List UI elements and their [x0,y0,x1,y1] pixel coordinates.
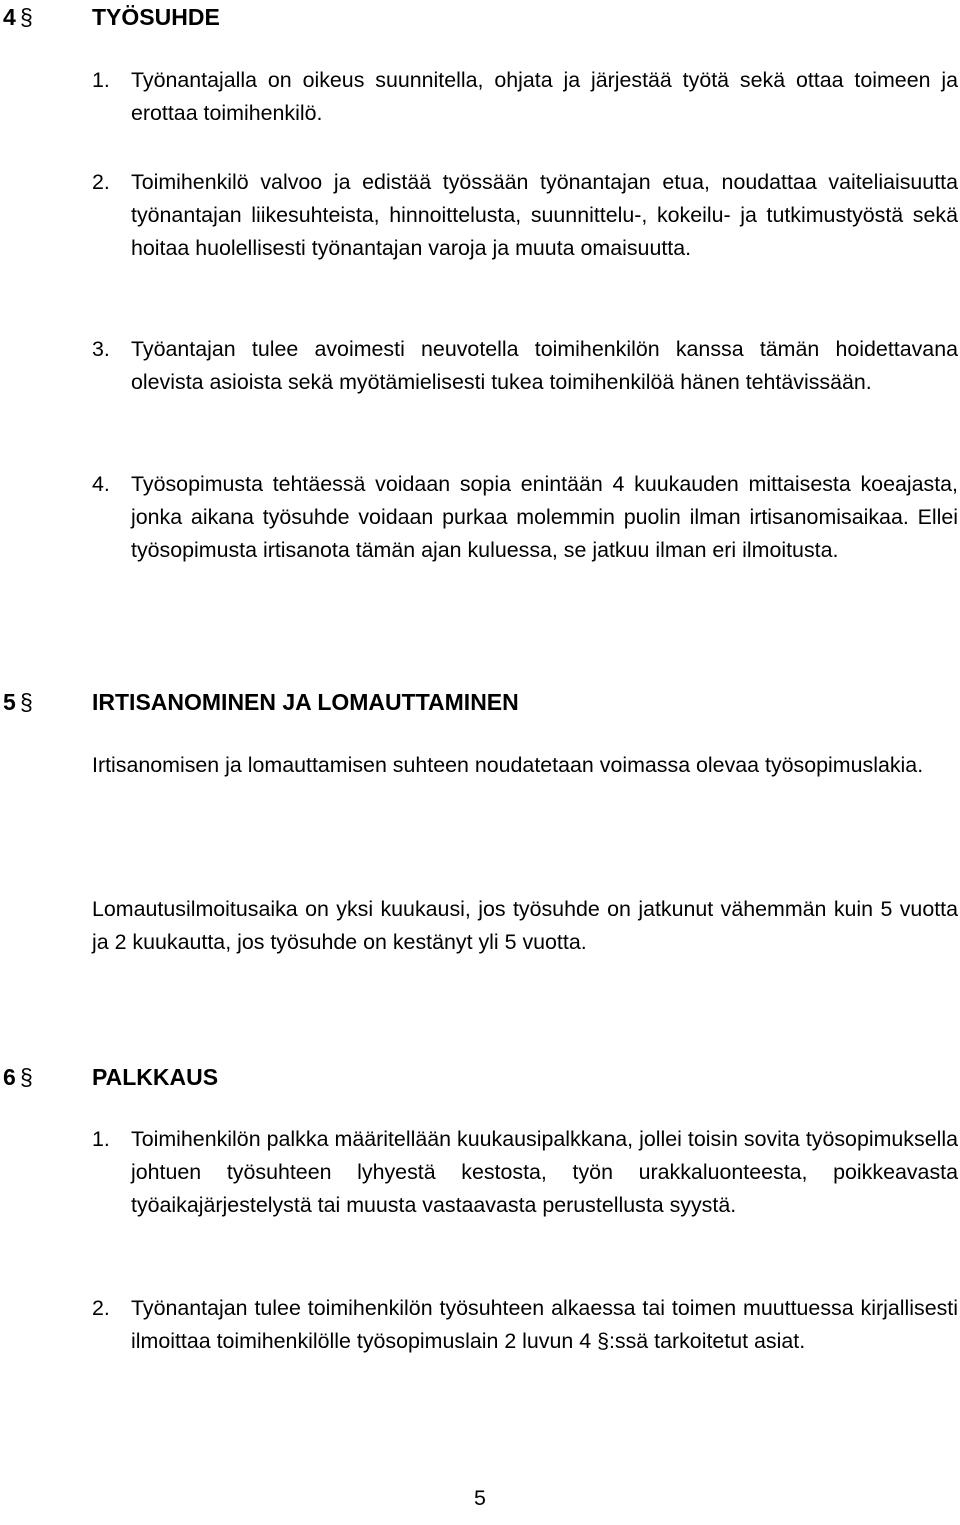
list-item [92,468,958,567]
section-title: TYÖSUHDE [92,4,220,30]
item-number: 3. [92,337,110,361]
section-title: PALKKAUS [92,1064,219,1090]
list-item [92,1292,958,1358]
item-text: Työantajan tulee avoimesti neuvotella toimihenkilön kanssa tämän hoidettavana olevista asioista sekä myötämielisesti tukea toimihenkilöä hänen tehtävissään. [131,337,958,394]
section-sign: § [20,4,33,30]
list-item [92,64,958,130]
item-number: 2. [92,1296,110,1320]
item-text: Työsopimusta tehtäessä voidaan sopia enintään 4 kuukauden mittaisesta koeajasta, jonka aikana työsuhde voidaan purkaa molemmin puolin ilman irtisanomisaikaa. Ellei työsopimusta irtisanota tämän ajan kuluessa, se jatkuu ilman eri ilmoitusta. [131,472,958,562]
page-number: 5 [474,1486,486,1510]
paragraph: Irtisanomisen ja lomauttamisen suhteen noudatetaan voimassa olevaa työsopimuslakia. [92,753,924,777]
section-number: 5 [3,689,16,715]
item-text: Työnantajalla on oikeus suunnitella, ohjata ja järjestää työtä sekä ottaa toimeen ja erottaa toimihenkilö. [131,68,958,125]
section-sign: § [20,689,33,715]
section-sign: § [20,1064,33,1090]
item-text: Toimihenkilön palkka määritellään kuukausipalkkana, jollei toisin sovita työsopimuksella johtuen työsuhteen lyhyestä kestosta, työn urakkaluonteesta, poikkeavasta työaikajärjestelystä tai muusta vastaavasta perustellusta syystä. [131,1127,958,1217]
list-item [92,1123,958,1222]
list-item [92,166,958,265]
section-title: IRTISANOMINEN JA LOMAUTTAMINEN [92,689,519,715]
item-number: 1. [92,68,110,92]
section-number: 4 [3,4,16,30]
item-number: 4. [92,472,110,496]
section-number: 6 [3,1064,16,1090]
paragraph: Lomautusilmoitusaika on yksi kuukausi, jos työsuhde on jatkunut vähemmän kuin 5 vuotta ja 2 kuukautta, jos työsuhde on kestänyt yli 5 vuotta. [92,897,958,954]
list-item [92,333,958,399]
item-number: 1. [92,1127,110,1151]
item-number: 2. [92,170,110,194]
item-text: Työnantajan tulee toimihenkilön työsuhteen alkaessa tai toimen muuttuessa kirjallisesti ilmoittaa toimihenkilölle työsopimuslain 2 luvun 4 §:ssä tarkoitetut asiat. [131,1296,958,1353]
item-text: Toimihenkilö valvoo ja edistää työssään työnantajan etua, noudattaa vaiteliaisuutta työnantajan liikesuhteista, hinnoittelusta, suunnittelu-, kokeilu- ja tutkimustyöstä sekä hoitaa huolellisesti työnantajan varoja ja muuta omaisuutta. [131,170,958,260]
